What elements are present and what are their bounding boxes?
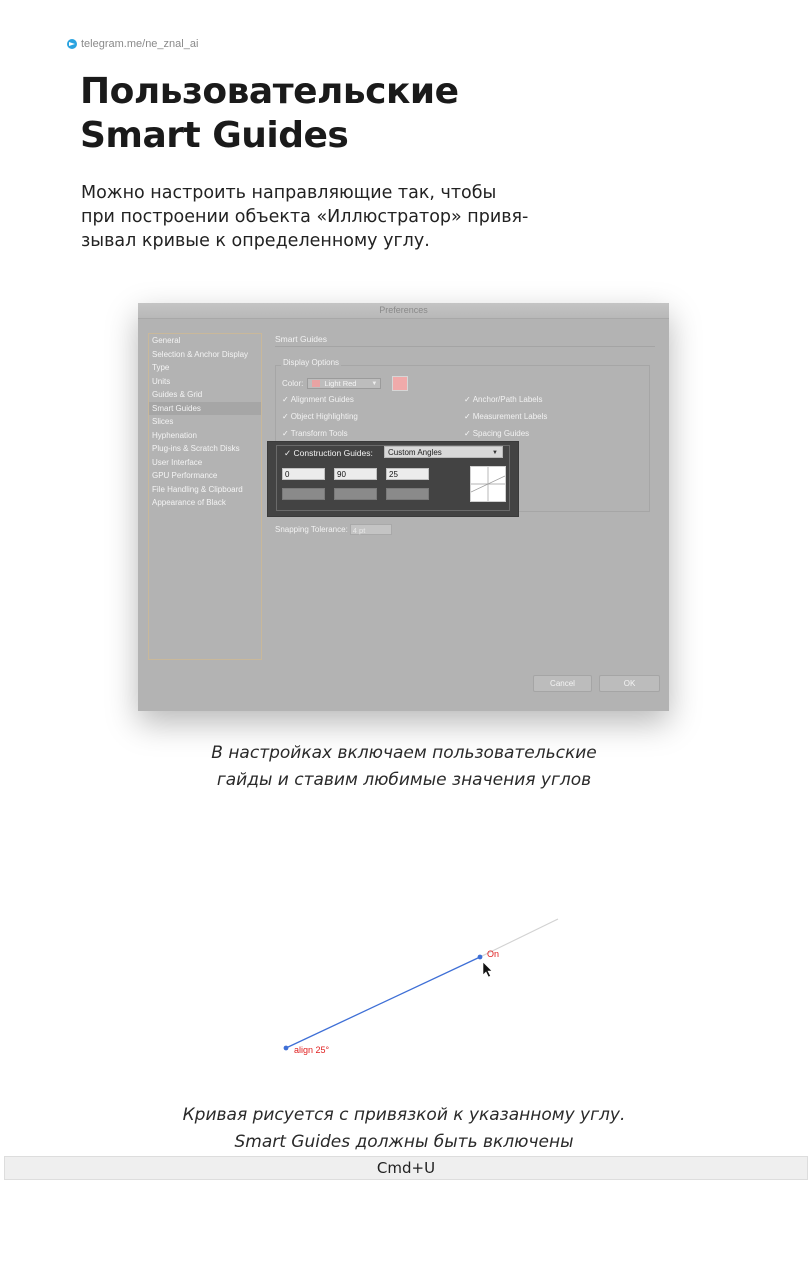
ok-button[interactable]: OK <box>599 675 660 692</box>
title-line-2: Smart Guides <box>80 115 349 156</box>
checkbox-label: Spacing Guides <box>472 429 530 438</box>
snapping-label: Snapping Tolerance: <box>275 525 348 534</box>
angle-input-1[interactable]: 0 <box>282 468 325 480</box>
checkbox-label: Object Highlighting <box>290 412 358 421</box>
checkbox-label: Transform Tools <box>290 429 348 438</box>
category-units[interactable]: Units <box>152 376 171 386</box>
category-appearance-black[interactable]: Appearance of Black <box>152 498 226 507</box>
category-type[interactable]: Type <box>152 363 170 372</box>
checkmark-icon: ✓ <box>464 429 471 438</box>
chevron-down-icon: ▼ <box>371 380 378 387</box>
category-gpu-performance[interactable]: GPU Performance <box>152 471 218 480</box>
checkmark-icon: ✓ <box>284 448 292 458</box>
category-plugins[interactable]: Plug-ins & Scratch Disks <box>152 444 240 453</box>
construction-guides-value: Custom Angles <box>388 448 442 457</box>
color-label: Color: <box>282 379 304 388</box>
category-general[interactable]: General <box>152 336 181 345</box>
caption-line: В настройках включаем пользовательские <box>211 743 597 763</box>
caption-drawing <box>0 1102 808 1180</box>
keyboard-shortcut: Cmd+U <box>4 1156 808 1180</box>
section-title: Smart Guides <box>275 334 327 344</box>
lead-line: Можно настроить направляющие так, чтобы <box>81 183 497 203</box>
dialog-title: Preferences <box>138 303 669 319</box>
checkmark-icon: ✓ <box>282 412 289 421</box>
construction-guides-label: Construction Guides: <box>293 448 373 458</box>
caption-line-with-shortcut <box>0 1129 808 1180</box>
start-anchor-point[interactable] <box>284 1046 289 1051</box>
category-guides-grid[interactable]: Guides & Grid <box>152 390 203 399</box>
category-user-interface[interactable]: User Interface <box>152 457 203 467</box>
category-hyphenation[interactable]: Hyphenation <box>152 430 197 440</box>
snapping-tolerance-input[interactable]: 4 pt <box>350 524 392 535</box>
display-options-label: Display Options <box>283 358 340 367</box>
checkbox-label: Alignment Guides <box>290 395 354 404</box>
caption-line: Кривая рисуется с привязкой к указанному углу. <box>182 1105 626 1125</box>
caption-line: гайды и ставим любимые значения углов <box>216 770 592 790</box>
lead-line: при построении объекта «Иллюстратор» привя- <box>81 207 529 227</box>
category-slices[interactable]: Slices <box>152 417 174 426</box>
cancel-button[interactable]: Cancel <box>533 675 592 692</box>
on-label: On <box>487 949 500 959</box>
caption-text: Smart Guides должны быть включены <box>234 1132 574 1152</box>
color-value: Light Red <box>324 379 357 388</box>
lead-line: зывал кривые к определенному углу. <box>81 231 430 251</box>
drawn-path-line <box>286 957 480 1048</box>
checkmark-icon: ✓ <box>464 412 471 421</box>
end-anchor-point[interactable] <box>478 955 483 960</box>
category-selection-anchor[interactable]: Selection & Anchor Display <box>152 349 249 359</box>
align-label: align 25° <box>294 1045 330 1055</box>
category-file-handling[interactable]: File Handling & Clipboard <box>152 484 243 494</box>
angle-input-2[interactable]: 90 <box>334 468 377 480</box>
checkbox-label: Measurement Labels <box>472 412 548 421</box>
chevron-down-icon: ▼ <box>492 450 498 456</box>
checkmark-icon: ✓ <box>282 395 289 404</box>
checkmark-icon: ✓ <box>282 429 289 438</box>
category-smart-guides[interactable]: Smart Guides <box>149 402 261 416</box>
source-label: telegram.me/ne_znal_ai <box>81 38 199 50</box>
checkbox-label: Anchor/Path Labels <box>472 395 543 404</box>
angle-input-3[interactable]: 25 <box>386 468 429 480</box>
checkmark-icon: ✓ <box>464 395 471 404</box>
pen-cursor-icon <box>483 962 492 977</box>
title-line-1: Пользовательские <box>80 71 459 112</box>
